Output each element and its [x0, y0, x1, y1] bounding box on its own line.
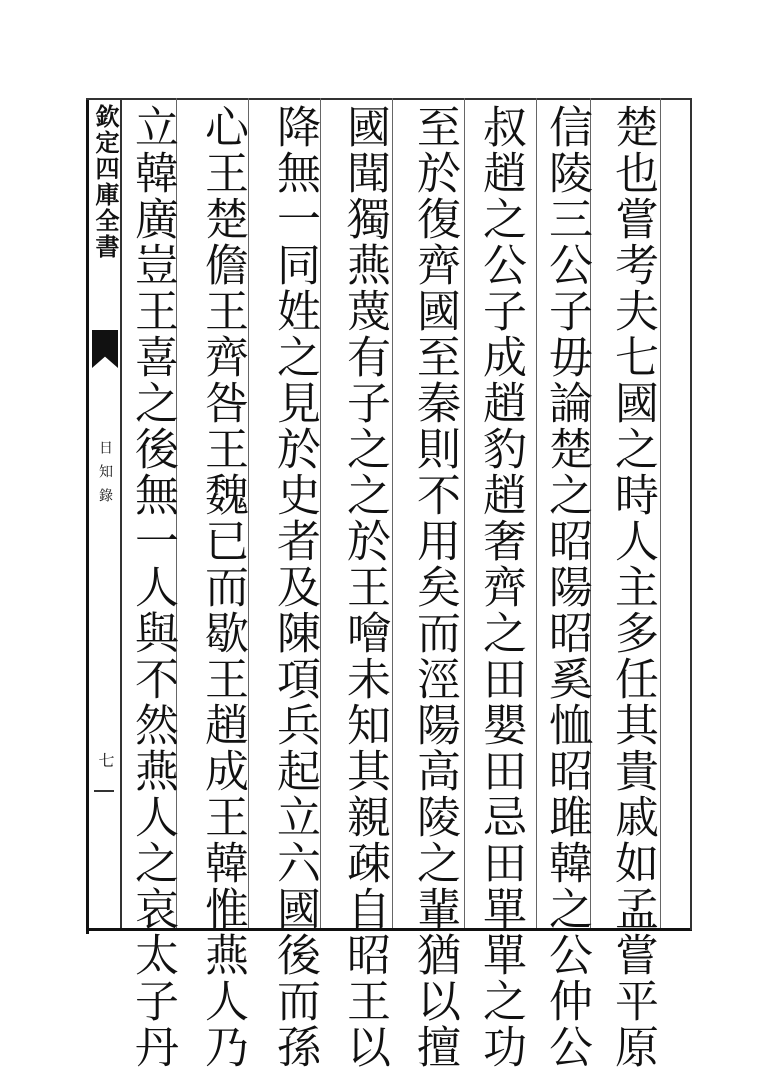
block-center-rule [120, 98, 122, 928]
text-column-2: 信陵三公子毋論楚之昭陽昭奚恤昭雎韓之公仲公 [541, 104, 592, 1070]
text-column-4: 至於復齊國至秦則不用矣而涇陽高陵之輩猶以擅 [409, 104, 460, 1070]
column-rule [392, 98, 393, 928]
text-column-1: 楚也嘗考夫七國之時人主多任其貴戚如孟嘗平原 [607, 104, 658, 1070]
book-title: 日知錄 [97, 440, 113, 512]
column-rule [320, 98, 321, 928]
text-column-8: 立韓廣豈王喜之後無一人與不然燕人之哀太子丹 [127, 104, 178, 1070]
folio-rule [94, 790, 114, 792]
text-column-6: 降無一同姓之見於史者及陳項兵起立六國後而孫 [269, 104, 320, 1070]
column-rule [248, 98, 249, 928]
text-column-5: 國聞獨燕蔑有子之之於王噲未知其親疎自昭王以 [339, 104, 390, 1070]
column-rule [536, 98, 537, 928]
column-rule [464, 98, 465, 928]
text-column-3: 叔趙之公子成趙豹趙奢齊之田嬰田忌田單單之功 [475, 104, 526, 1070]
folio-number: 七 [96, 752, 115, 768]
column-rule [660, 98, 661, 928]
frame-right-border [690, 98, 692, 930]
series-title: 欽定四庫全書 [91, 104, 120, 260]
text-column-7: 心王楚儋王齊咎王魏已而歇王趙成王韓惟燕人乃 [197, 104, 248, 1070]
frame-left-border [86, 98, 89, 934]
